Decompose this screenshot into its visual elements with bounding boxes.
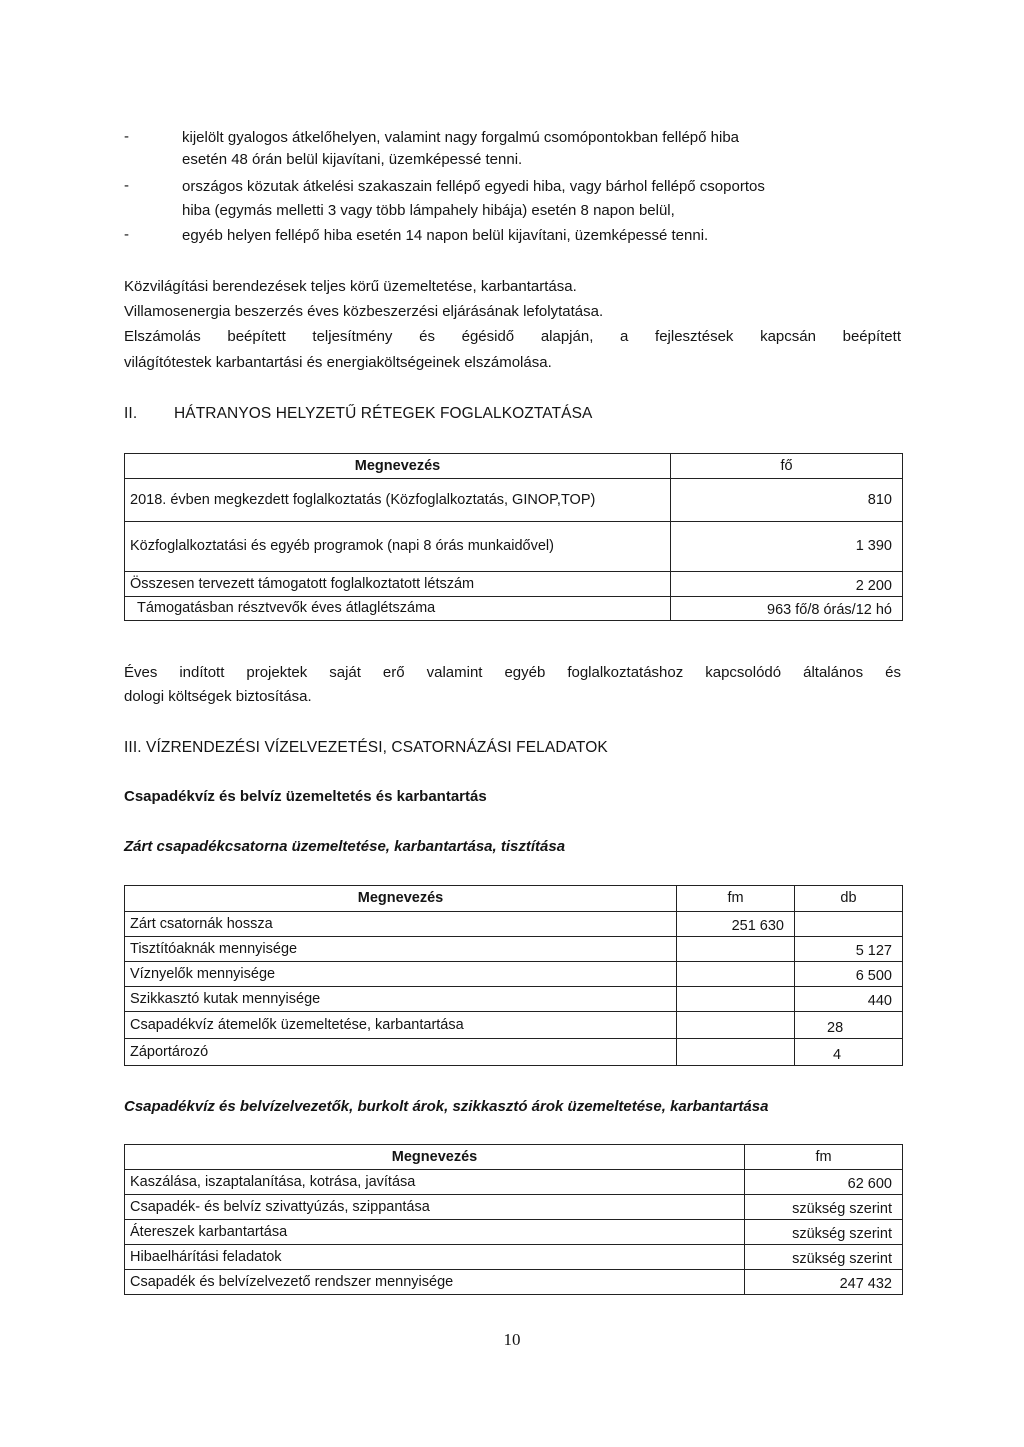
table-cell: Csapadék- és belvíz szivattyúzás, szippantása xyxy=(125,1195,745,1220)
table-cell xyxy=(677,962,795,987)
table-header-row xyxy=(125,454,903,479)
table-cell: Csapadékvíz átemelők üzemeltetése, karbantartása xyxy=(125,1012,677,1039)
table-row xyxy=(125,597,903,621)
column-header: fm xyxy=(745,1145,903,1170)
bullet-text: hiba (egymás melletti 3 vagy több lámpahely hibája) esetén 8 napon belül, xyxy=(182,202,675,219)
table-cell xyxy=(677,987,795,1012)
ditch-table xyxy=(124,1144,903,1295)
column-header: Megnevezés xyxy=(125,454,671,479)
table-cell xyxy=(677,937,795,962)
table-row xyxy=(125,1220,903,1245)
table-cell xyxy=(795,912,903,937)
table-cell: 62 600 xyxy=(745,1170,903,1195)
section-title: HÁTRANYOS HELYZETŰ RÉTEGEK FOGLALKOZTATÁSA xyxy=(174,405,593,422)
table-cell: 810 xyxy=(671,479,903,522)
table-cell: szükség szerint xyxy=(745,1220,903,1245)
subsection-title: Csapadékvíz és belvízelvezetők, burkolt árok, szikkasztó árok üzemeltetése, karbantartása xyxy=(124,1098,769,1115)
column-header: fő xyxy=(671,454,903,479)
table-cell: 4 xyxy=(795,1039,903,1066)
table-row xyxy=(125,1170,903,1195)
paragraph: Elszámolás beépített teljesítmény és égésidő alapján, a fejlesztések kapcsán beépített xyxy=(124,328,901,345)
table-cell: 247 432 xyxy=(745,1270,903,1295)
table-cell: Közfoglalkoztatási és egyéb programok (napi 8 órás munkaidővel) xyxy=(125,522,671,572)
paragraph: Éves indított projektek saját erő valamint egyéb foglalkoztatáshoz kapcsolódó általános és xyxy=(124,664,901,681)
bullet-text: országos közutak átkelési szakaszain fellépő egyedi hiba, vagy bárhol fellépő csoportos xyxy=(182,178,765,195)
subsection-title: Zárt csapadékcsatorna üzemeltetése, karbantartása, tisztítása xyxy=(124,838,566,855)
table-row xyxy=(125,572,903,597)
column-header: Megnevezés xyxy=(125,1145,745,1170)
table-row xyxy=(125,987,903,1012)
paragraph: Közvilágítási berendezések teljes körű üzemeltetése, karbantartása. xyxy=(124,278,577,295)
table-row xyxy=(125,479,903,522)
table-header-row xyxy=(125,886,903,912)
bullet-text: egyéb helyen fellépő hiba esetén 14 napon belül kijavítani, üzemképessé tenni. xyxy=(182,227,709,244)
table-row xyxy=(125,912,903,937)
table-cell: Kaszálása, iszaptalanítása, kotrása, javítása xyxy=(125,1170,745,1195)
table-row xyxy=(125,1195,903,1220)
table-cell: Záportározó xyxy=(125,1039,677,1066)
table-cell: Támogatásban résztvevők éves átlaglétszáma xyxy=(125,597,671,621)
column-header: db xyxy=(795,886,903,912)
section-number: II. xyxy=(124,405,138,422)
bullet-dash: - xyxy=(124,226,129,243)
table-row xyxy=(125,962,903,987)
table-cell xyxy=(677,1012,795,1039)
paragraph: dologi költségek biztosítása. xyxy=(124,688,312,705)
table-cell: Összesen tervezett támogatott foglalkoztatott létszám xyxy=(125,572,671,597)
table-cell: 2 200 xyxy=(671,572,903,597)
paragraph: világítótestek karbantartási és energiaköltségeinek elszámolása. xyxy=(124,354,552,371)
table-cell: 440 xyxy=(795,987,903,1012)
column-header: fm xyxy=(677,886,795,912)
employment-table xyxy=(124,453,903,621)
table-cell: Zárt csatornák hossza xyxy=(125,912,677,937)
table-cell: 2018. évben megkezdett foglalkoztatás (Közfoglalkoztatás, GINOP,TOP) xyxy=(125,479,671,522)
table-cell: Átereszek karbantartása xyxy=(125,1220,745,1245)
section-title: III. VÍZRENDEZÉSI VÍZELVEZETÉSI, CSATORNÁZÁSI FELADATOK xyxy=(124,739,608,756)
closed-drain-table xyxy=(124,885,903,1066)
paragraph: Villamosenergia beszerzés éves közbeszerzési eljárásának lefolytatása. xyxy=(124,303,604,320)
table-cell: szükség szerint xyxy=(745,1195,903,1220)
table-cell: 1 390 xyxy=(671,522,903,572)
table-cell xyxy=(677,1039,795,1066)
table-row xyxy=(125,937,903,962)
table-row xyxy=(125,1270,903,1295)
table-cell: Víznyelők mennyisége xyxy=(125,962,677,987)
table-header-row xyxy=(125,1145,903,1170)
bullet-text: esetén 48 órán belül kijavítani, üzemképessé tenni. xyxy=(182,151,523,168)
table-cell: szükség szerint xyxy=(745,1245,903,1270)
page-number: 10 xyxy=(503,1330,521,1349)
bullet-text: kijelölt gyalogos átkelőhelyen, valamint nagy forgalmú csomópontokban fellépő hiba xyxy=(182,129,740,146)
table-cell: 28 xyxy=(795,1012,903,1039)
table-row xyxy=(125,1245,903,1270)
bullet-dash: - xyxy=(124,177,129,194)
table-cell: 963 fő/8 órás/12 hó xyxy=(671,597,903,621)
table-cell: Hibaelhárítási feladatok xyxy=(125,1245,745,1270)
table-cell: Szikkasztó kutak mennyisége xyxy=(125,987,677,1012)
table-cell: 5 127 xyxy=(795,937,903,962)
subsection-title: Csapadékvíz és belvíz üzemeltetés és karbantartás xyxy=(124,788,487,805)
table-row xyxy=(125,522,903,572)
column-header: Megnevezés xyxy=(125,886,677,912)
table-cell: Csapadék és belvízelvezető rendszer mennyisége xyxy=(125,1270,745,1295)
table-cell: Tisztítóaknák mennyisége xyxy=(125,937,677,962)
table-cell: 6 500 xyxy=(795,962,903,987)
table-row xyxy=(125,1039,903,1066)
bullet-dash: - xyxy=(124,128,129,145)
table-cell: 251 630 xyxy=(677,912,795,937)
table-row xyxy=(125,1012,903,1039)
